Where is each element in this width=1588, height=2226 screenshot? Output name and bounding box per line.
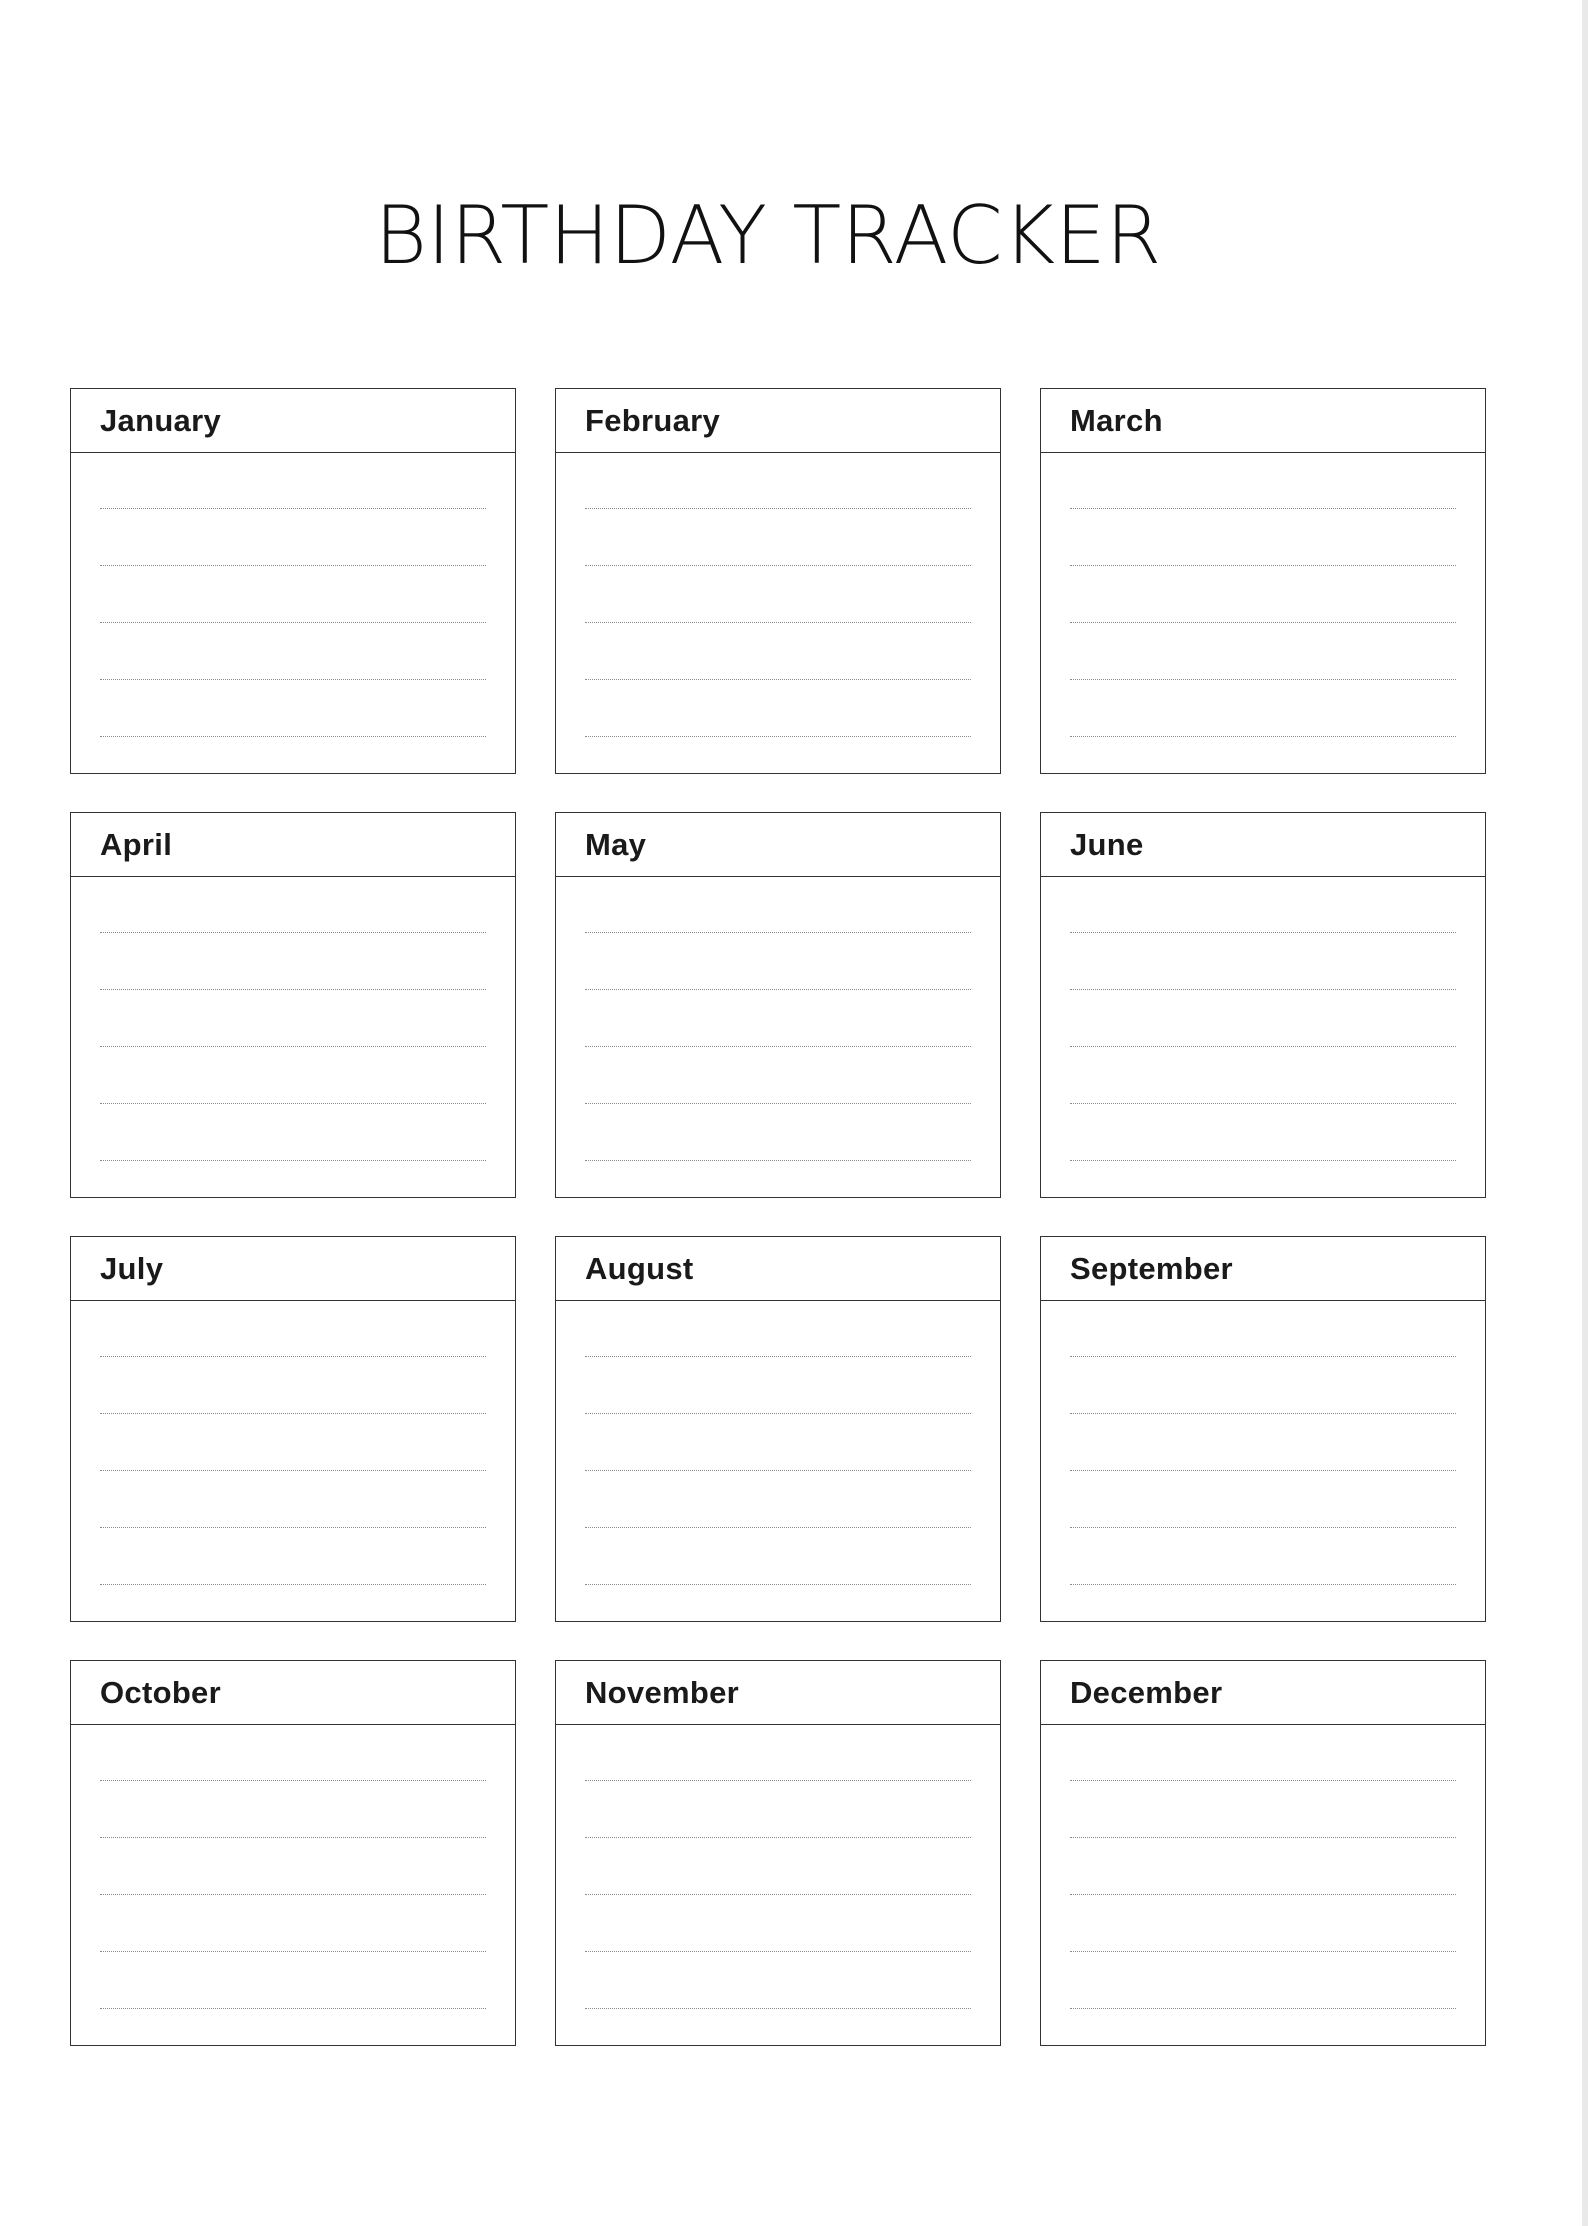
- entry-line[interactable]: [585, 508, 971, 509]
- entry-line[interactable]: [585, 932, 971, 933]
- month-label: February: [556, 389, 1000, 453]
- entry-line[interactable]: [100, 1160, 486, 1161]
- month-label: January: [71, 389, 515, 453]
- entry-line[interactable]: [100, 1780, 486, 1781]
- month-label: October: [71, 1661, 515, 1725]
- month-label: July: [71, 1237, 515, 1301]
- month-box-april: [70, 812, 516, 1198]
- month-box-february: [555, 388, 1001, 774]
- entry-line[interactable]: [1070, 1951, 1456, 1952]
- month-label: June: [1041, 813, 1485, 877]
- entry-line[interactable]: [585, 1951, 971, 1952]
- entry-line[interactable]: [585, 1356, 971, 1357]
- entry-line[interactable]: [1070, 1837, 1456, 1838]
- entry-line[interactable]: [1070, 622, 1456, 623]
- entry-line[interactable]: [1070, 1103, 1456, 1104]
- entry-line[interactable]: [1070, 736, 1456, 737]
- month-box-august: [555, 1236, 1001, 1622]
- entry-line[interactable]: [1070, 1160, 1456, 1161]
- month-label: March: [1041, 389, 1485, 453]
- entry-line[interactable]: [1070, 679, 1456, 680]
- entry-line[interactable]: [585, 1413, 971, 1414]
- entry-lines: [556, 877, 1000, 1197]
- entry-lines: [556, 1301, 1000, 1621]
- month-label: May: [556, 813, 1000, 877]
- entry-line[interactable]: [585, 1837, 971, 1838]
- month-label: September: [1041, 1237, 1485, 1301]
- entry-line[interactable]: [1070, 1356, 1456, 1357]
- entry-line[interactable]: [100, 1103, 486, 1104]
- entry-line[interactable]: [585, 989, 971, 990]
- month-box-december: [1040, 1660, 1486, 2046]
- month-box-june: [1040, 812, 1486, 1198]
- entry-line[interactable]: [1070, 1046, 1456, 1047]
- entry-line[interactable]: [1070, 1413, 1456, 1414]
- entry-line[interactable]: [585, 565, 971, 566]
- month-box-september: [1040, 1236, 1486, 1622]
- entry-line[interactable]: [100, 2008, 486, 2009]
- entry-lines: [71, 1301, 515, 1621]
- entry-line[interactable]: [100, 508, 486, 509]
- entry-line[interactable]: [1070, 508, 1456, 509]
- month-label: December: [1041, 1661, 1485, 1725]
- entry-line[interactable]: [585, 1894, 971, 1895]
- entry-line[interactable]: [100, 622, 486, 623]
- entry-line[interactable]: [1070, 1527, 1456, 1528]
- entry-line[interactable]: [1070, 1894, 1456, 1895]
- entry-line[interactable]: [585, 622, 971, 623]
- month-box-october: [70, 1660, 516, 2046]
- entry-lines: [1041, 1301, 1485, 1621]
- entry-line[interactable]: [1070, 932, 1456, 933]
- month-box-november: [555, 1660, 1001, 2046]
- entry-line[interactable]: [100, 1837, 486, 1838]
- entry-line[interactable]: [100, 736, 486, 737]
- entry-line[interactable]: [100, 1527, 486, 1528]
- entry-lines: [1041, 1725, 1485, 2045]
- entry-line[interactable]: [100, 1356, 486, 1357]
- entry-lines: [556, 1725, 1000, 2045]
- entry-line[interactable]: [585, 1527, 971, 1528]
- entry-line[interactable]: [585, 2008, 971, 2009]
- entry-line[interactable]: [585, 1103, 971, 1104]
- month-box-january: [70, 388, 516, 774]
- entry-line[interactable]: [585, 1046, 971, 1047]
- entry-line[interactable]: [100, 679, 486, 680]
- entry-line[interactable]: [100, 565, 486, 566]
- entry-line[interactable]: [1070, 1584, 1456, 1585]
- entry-line[interactable]: [100, 1584, 486, 1585]
- page-title: BIRTHDAY TRACKER: [374, 189, 1162, 282]
- entry-lines: [71, 453, 515, 773]
- entry-line[interactable]: [1070, 2008, 1456, 2009]
- entry-line[interactable]: [585, 736, 971, 737]
- entry-lines: [71, 877, 515, 1197]
- entry-line[interactable]: [100, 989, 486, 990]
- entry-line[interactable]: [585, 1584, 971, 1585]
- entry-line[interactable]: [100, 1894, 486, 1895]
- entry-line[interactable]: [585, 1160, 971, 1161]
- entry-line[interactable]: [100, 1951, 486, 1952]
- entry-line[interactable]: [1070, 565, 1456, 566]
- entry-lines: [556, 453, 1000, 773]
- entry-line[interactable]: [1070, 1780, 1456, 1781]
- entry-line[interactable]: [585, 679, 971, 680]
- entry-line[interactable]: [1070, 1470, 1456, 1471]
- entry-line[interactable]: [100, 1413, 486, 1414]
- entry-line[interactable]: [100, 932, 486, 933]
- entry-lines: [1041, 453, 1485, 773]
- month-box-july: [70, 1236, 516, 1622]
- month-box-may: [555, 812, 1001, 1198]
- month-label: April: [71, 813, 515, 877]
- month-label: August: [556, 1237, 1000, 1301]
- entry-lines: [1041, 877, 1485, 1197]
- month-label: November: [556, 1661, 1000, 1725]
- months-grid: [70, 388, 1486, 2046]
- entry-lines: [71, 1725, 515, 2045]
- entry-line[interactable]: [100, 1046, 486, 1047]
- month-box-march: [1040, 388, 1486, 774]
- entry-line[interactable]: [100, 1470, 486, 1471]
- entry-line[interactable]: [585, 1470, 971, 1471]
- entry-line[interactable]: [585, 1780, 971, 1781]
- entry-line[interactable]: [1070, 989, 1456, 990]
